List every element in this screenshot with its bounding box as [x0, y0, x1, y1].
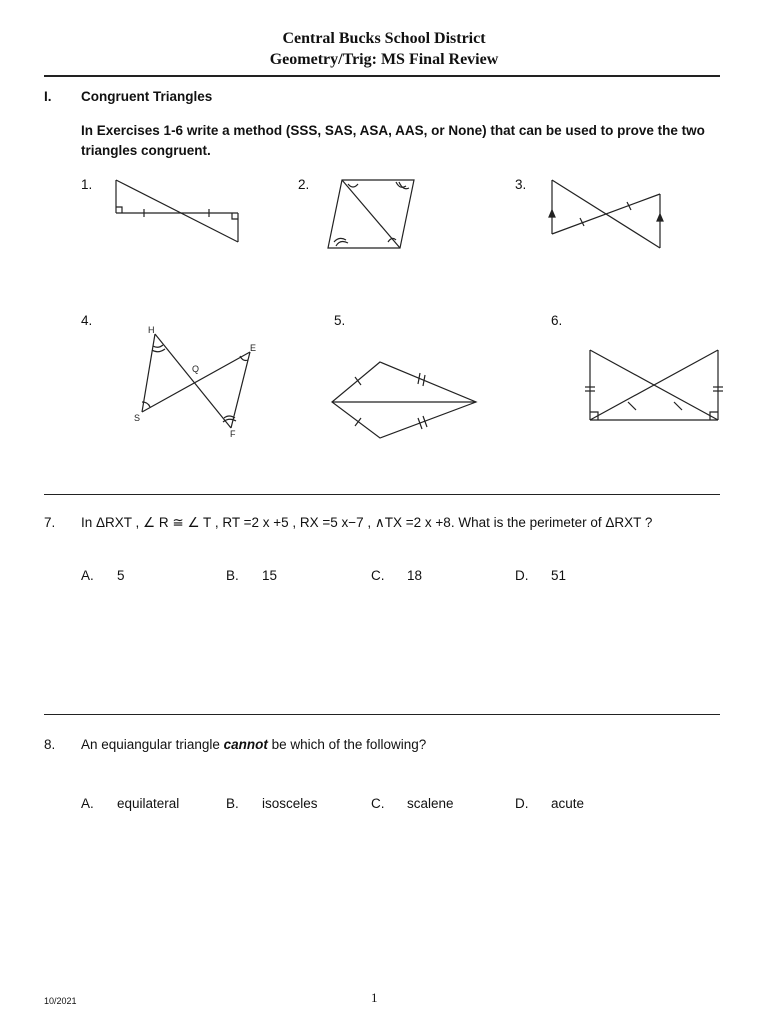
figure-label-2: 2.: [298, 177, 310, 192]
q8-text-after: be which of the following?: [267, 737, 427, 752]
fig6-tick-diag-2: [674, 402, 682, 410]
q7-number: 7.: [44, 515, 56, 530]
figure-6-diagram: [584, 346, 726, 424]
vertex-label-E: E: [250, 343, 257, 353]
q8-question-text: [81, 737, 426, 752]
figure-4-diagram: [128, 322, 264, 442]
figure-2-diagram: [326, 176, 418, 252]
fig4-arc-H2: [152, 349, 165, 352]
section-numeral: I.: [44, 89, 52, 104]
q8-text-emphasis: cannot: [223, 737, 268, 752]
fig3-diagonal-2: [552, 194, 660, 234]
q7-question-text: In ΔRXT , ∠ R ≅ ∠ T , RT =2 x +5 , RX =5 x−7 , ∧TX =2 x +8. What is the perimeter of ΔRXT ?: [81, 515, 653, 530]
fig4-side-EF: [231, 352, 250, 428]
q8-text-before: An equiangular triangle: [81, 737, 224, 752]
fig4-side-HS: [142, 334, 155, 412]
page-number: 1: [371, 990, 378, 1005]
instructions-line-2: triangles congruent.: [81, 143, 211, 158]
q7-choice-b-letter: B.: [226, 568, 239, 583]
q7-choice-c-letter: C.: [371, 568, 385, 583]
fig6-tick-diag-1: [628, 402, 636, 410]
figure-label-6: 6.: [551, 313, 563, 328]
q7-choice-b-value: 15: [262, 568, 278, 583]
figure-label-5: 5.: [334, 313, 346, 328]
fig3-arrow-left: [549, 210, 555, 217]
fig2-angle-arc-1: [348, 184, 358, 187]
q8-number: 8.: [44, 737, 56, 752]
figure-3-diagram: [546, 176, 668, 252]
q8-choice-b-value: isosceles: [262, 796, 318, 811]
q7-choice-d-value: 51: [551, 568, 567, 583]
fig3-arrow-right: [657, 214, 663, 221]
q8-choice-d-letter: D.: [515, 796, 529, 811]
document-title: Central Bucks School District: [282, 30, 486, 47]
fig5-kite: [332, 362, 476, 438]
q7-choice-a-letter: A.: [81, 568, 94, 583]
fig1-right-angle-right: [232, 213, 238, 219]
q7-choice-d-letter: D.: [515, 568, 529, 583]
fig4-arc-H: [153, 345, 163, 347]
fig2-diagonal: [342, 180, 400, 248]
vertex-label-S: S: [134, 413, 141, 423]
header-rule: [44, 75, 720, 77]
q8-choice-b-letter: B.: [226, 796, 239, 811]
instructions-line-1: In Exercises 1-6 write a method (SSS, SAS, ASA, AAS, or None) that can be used to prove the two: [81, 123, 705, 138]
fig4-side-HF: [155, 334, 231, 428]
q8-choice-d-value: acute: [551, 796, 585, 811]
vertex-label-H: H: [148, 325, 155, 335]
figure-1-diagram: [112, 176, 242, 246]
figure-5-diagram: [328, 358, 482, 442]
fig1-right-angle-left: [116, 207, 122, 213]
vertex-label-F: F: [230, 429, 236, 439]
figure-label-4: 4.: [81, 313, 93, 328]
q8-choice-c-letter: C.: [371, 796, 385, 811]
q7-choice-a-value: 5: [117, 568, 125, 583]
section-title: Congruent Triangles: [81, 89, 213, 104]
fig2-angle-arc-3: [399, 182, 409, 189]
footer-date: 10/2021: [44, 996, 77, 1006]
fig2-angle-arc-5: [336, 242, 348, 246]
document-subtitle: Geometry/Trig: MS Final Review: [269, 51, 499, 68]
fig1-transversal: [116, 180, 238, 242]
section-divider-1: [44, 494, 720, 495]
figure-label-3: 3.: [515, 177, 527, 192]
vertex-label-Q: Q: [192, 364, 200, 374]
q8-choice-a-letter: A.: [81, 796, 94, 811]
fig4-side-SE: [142, 352, 250, 412]
figure-label-1: 1.: [81, 177, 93, 192]
q7-choice-c-value: 18: [407, 568, 423, 583]
q8-choice-c-value: scalene: [407, 796, 454, 811]
section-divider-2: [44, 714, 720, 715]
q8-choice-a-value: equilateral: [117, 796, 180, 811]
